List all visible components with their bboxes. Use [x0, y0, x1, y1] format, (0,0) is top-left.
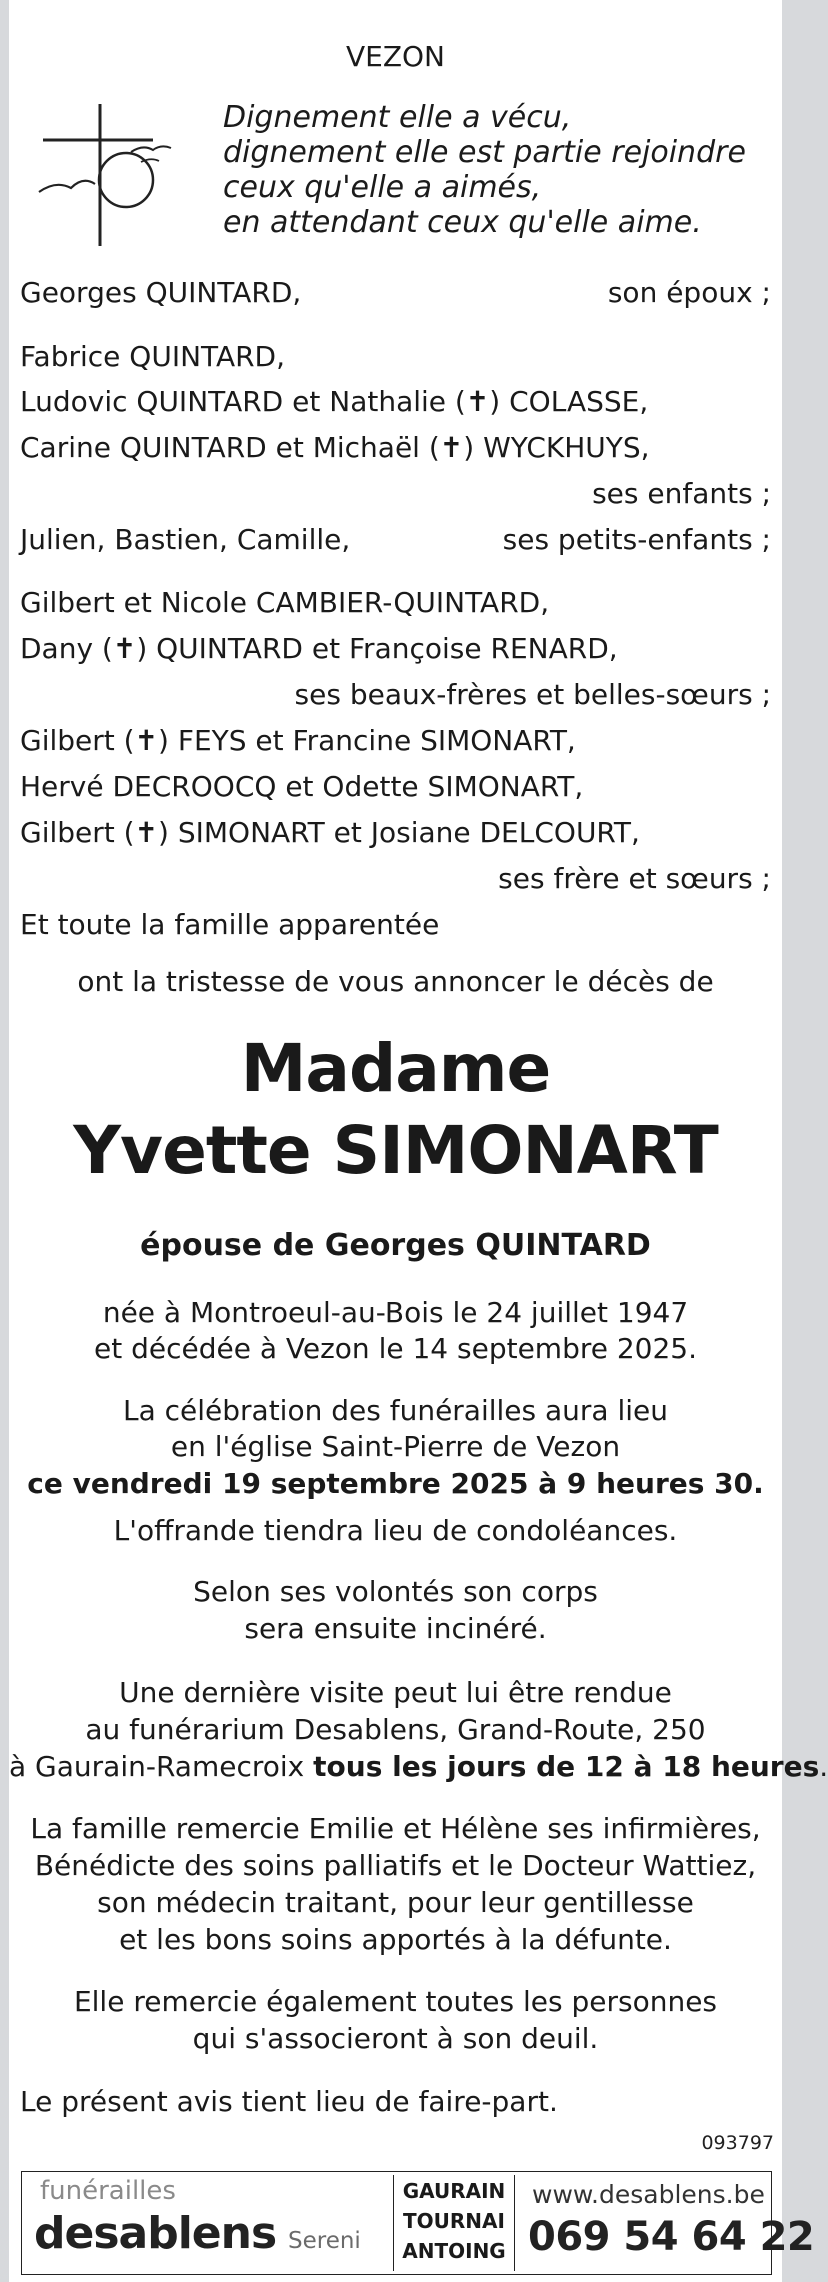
thanks-line: et les bons soins apportés à la défunte.	[119, 1923, 672, 1956]
poem-line: ceux qu'elle a aimés,	[223, 170, 542, 205]
phone-number[interactable]: 069 54 64 22	[528, 2214, 815, 2260]
spouse-name: Georges QUINTARD,	[20, 276, 302, 309]
offering-line: L'offrande tiendra lieu de condoléances.	[113, 1514, 678, 1547]
visit-place: à Gaurain-Ramecroix	[9, 1750, 314, 1783]
reference-number: 093797	[701, 2132, 774, 2154]
sibling-line: Gilbert (✝) FEYS et Francine SIMONART,	[20, 724, 576, 757]
siblings-role: ses frère et sœurs ;	[498, 862, 771, 895]
thanks2-line: Elle remercie également toutes les personnes	[73, 1985, 718, 2018]
inlaw-line: Gilbert et Nicole CAMBIER-QUINTARD,	[20, 586, 550, 619]
visit-period: .	[819, 1750, 828, 1783]
thanks2-line: qui s'associeront à son deuil.	[192, 2022, 599, 2055]
visit-line: Une dernière visite peut lui être rendue	[119, 1676, 672, 1709]
website-link[interactable]: www.desablens.be	[532, 2180, 765, 2209]
ceremony-date: ce vendredi 19 septembre 2025 à 9 heures 30.	[27, 1467, 764, 1500]
brand-sub: Sereni	[288, 2228, 361, 2254]
birth-line: née à Montroeul-au-Bois le 24 juillet 1947	[102, 1296, 689, 1329]
brand-logo: desablens	[34, 2208, 277, 2259]
cremation-line: Selon ses volontés son corps	[193, 1575, 598, 1608]
sibling-line: Gilbert (✝) SIMONART et Josiane DELCOURT,	[20, 816, 640, 849]
announcement: ont la tristesse de vous annoncer le décès de	[77, 965, 714, 998]
location-gaurain: GAURAIN	[402, 2179, 506, 2203]
spouse-role: son époux ;	[607, 276, 771, 309]
inlaw-line: Dany (✝) QUINTARD et Françoise RENARD,	[20, 632, 618, 665]
thanks-line: son médecin traitant, pour leur gentillesse	[97, 1886, 694, 1919]
grandchildren-role: ses petits-enfants ;	[502, 523, 771, 556]
location-antoing: ANTOING	[402, 2239, 506, 2263]
ceremony-line: en l'église Saint-Pierre de Vezon	[170, 1430, 621, 1463]
poem-line: en attendant ceux qu'elle aime.	[223, 205, 702, 240]
inlaws-role: ses beaux-frères et belles-sœurs ;	[294, 678, 771, 711]
divider	[514, 2175, 515, 2271]
thanks-line: La famille remercie Emilie et Hélène ses infirmières,	[30, 1812, 761, 1845]
divider	[393, 2175, 394, 2271]
cross-birds-icon	[31, 100, 191, 250]
death-line: et décédée à Vezon le 14 septembre 2025.	[93, 1332, 698, 1365]
child-line: Fabrice QUINTARD,	[20, 340, 286, 373]
poem-line: dignement elle est partie rejoindre	[223, 135, 746, 170]
deceased-title: Madame	[240, 1030, 551, 1107]
grandchildren-names: Julien, Bastien, Camille,	[20, 523, 351, 556]
spouse-line: épouse de Georges QUINTARD	[140, 1228, 651, 1263]
sibling-line: Hervé DECROOCQ et Odette SIMONART,	[20, 770, 584, 803]
locations	[402, 2176, 506, 2266]
place-heading: VEZON	[345, 40, 445, 73]
child-line: Ludovic QUINTARD et Nathalie (✝) COLASSE,	[20, 385, 649, 418]
visit-line: au funérarium Desablens, Grand-Route, 250	[85, 1713, 706, 1746]
notice-line: Le présent avis tient lieu de faire-part.	[20, 2085, 558, 2118]
visit-line-3	[9, 1750, 828, 1784]
cremation-line: sera ensuite incinéré.	[244, 1612, 547, 1645]
deceased-name: Yvette SIMONART	[73, 1112, 718, 1189]
obituary-card	[9, 0, 828, 2282]
poem-line: Dignement elle a vécu,	[223, 100, 572, 135]
brand-top: funérailles	[40, 2176, 176, 2206]
location-tournai: TOURNAI	[403, 2209, 505, 2233]
children-role: ses enfants ;	[592, 477, 771, 510]
extended-family: Et toute la famille apparentée	[20, 908, 440, 941]
visit-hours: tous les jours de 12 à 18 heures	[313, 1750, 820, 1783]
thanks-line: Bénédicte des soins palliatifs et le Docteur Wattiez,	[34, 1849, 757, 1882]
ceremony-line: La célébration des funérailles aura lieu	[122, 1394, 669, 1427]
child-line: Carine QUINTARD et Michaël (✝) WYCKHUYS,	[20, 431, 650, 464]
poem	[223, 100, 746, 240]
funeral-home-banner	[21, 2171, 815, 2275]
